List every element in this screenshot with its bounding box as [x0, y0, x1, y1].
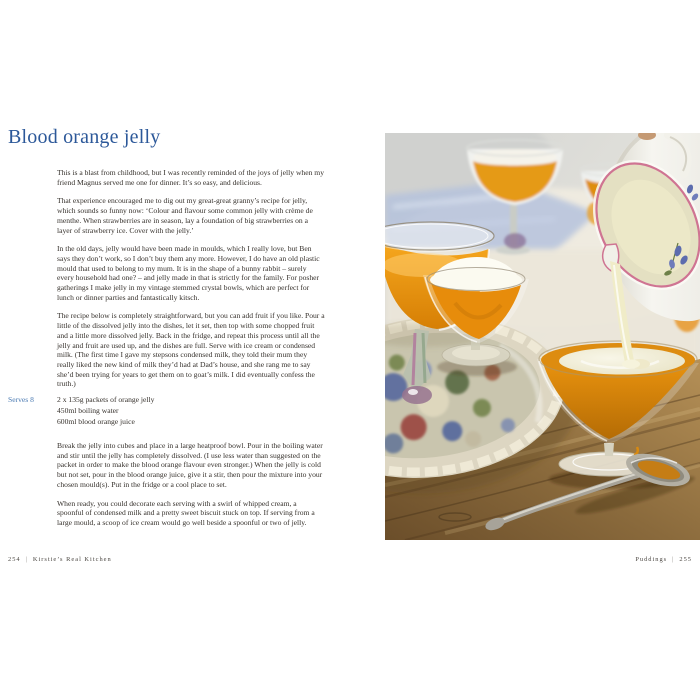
footer-separator: |	[25, 556, 28, 563]
ingredient-item: 2 x 135g packets of orange jelly	[57, 395, 155, 405]
recipe-title: Blood orange jelly	[8, 126, 161, 148]
right-page-footer	[635, 556, 692, 563]
right-page	[350, 0, 700, 700]
method-paragraph: Break the jelly into cubes and place in a large heatproof bowl. Pour in the boiling water and stir until the jelly has completely dissolved. (I use less water than suggested on the packet in order to make the blood orange flavour even stronger.) When the jelly is cold but not set, pour in the blood orange juice, give it a stir, then pour the mixture into your chosen mould(s). Put in the fridge or a cool place to set.	[57, 441, 323, 489]
intro-paragraph: That experience encouraged me to dig out my great-great granny’s recipe for jelly, which sounds so funny now: ‘Colour and flavour some common jelly with crème de menthe. When strawberries are in season, lay a foundation of big strawberries on a layer of strawberry ice. Cover with the jelly.’	[57, 196, 313, 235]
ingredient-item: 450ml boiling water	[57, 406, 119, 416]
recipe-photo	[385, 133, 700, 540]
page-number: 254	[8, 556, 21, 563]
footer-separator: |	[672, 556, 675, 563]
ingredient-item: 600ml blood orange juice	[57, 417, 135, 427]
method-paragraph: When ready, you could decorate each serving with a swirl of whipped cream, a spoonful of condensed milk and a pretty sweet biscuit stuck on top. If serving from a large mould, a scoop of ice cream would go well beside a spoonful or two of jelly.	[57, 498, 315, 527]
intro-paragraph: The recipe below is completely straightforward, but you can add fruit if you like. Pour a little of the dissolved jelly into the dishes, let it set, then top with some chopped fruit and a little more dissolved jelly. Back in the fridge, and repeat this process until all the jelly and fruit are used up, and the dishes are full. Serve with ice cream or condensed milk. (The first time I gave my stepsons condensed milk, they told their mum they really liked the new kind of milk they’d had at Dad’s house, and she rang me to say she’d been trying for years to get them on to goat’s milk. I did eventually confess the truth.)	[57, 311, 325, 389]
intro-paragraph: In the old days, jelly would have been made in moulds, which I really love, but Ben says they don’t work, so I don’t buy them any more. However, I do have an old plastic mould that used to belong to my mum. It is in the shape of a bunny rabbit – surely every household had one? – and jelly made in that is strictly for the family. For posher gatherings I make jelly in my vintage stemmed crystal bowls, which are perfect for lunch or dinner parties and fantastically kitsch.	[57, 244, 320, 302]
serves-label: Serves 8	[8, 395, 34, 405]
left-page-footer	[8, 556, 112, 563]
ingredients-block	[8, 394, 325, 427]
recipe-text-column	[8, 168, 325, 537]
book-title: Kirstie’s Real Kitchen	[32, 556, 112, 563]
ingredient-list	[57, 394, 325, 427]
page-number: 255	[679, 556, 692, 563]
chapter-title: Puddings	[635, 556, 668, 563]
intro-paragraph: This is a blast from childhood, but I was recently reminded of the joys of jelly when my friend Magnus served me one for dinner. It’s so easy, and delicious.	[57, 168, 324, 187]
